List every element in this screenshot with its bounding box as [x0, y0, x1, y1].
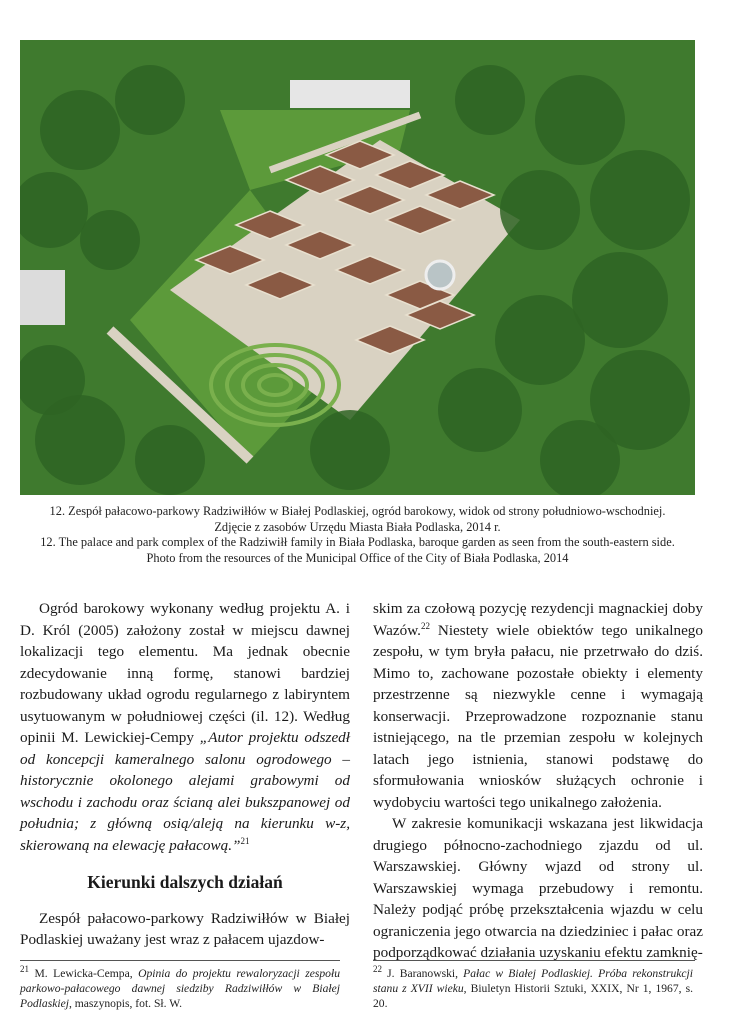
garden-aerial-photo [20, 40, 695, 495]
tree-crown [500, 170, 580, 250]
tree-crown [535, 75, 625, 165]
footnote-22-text-a: J. Baranowski, [382, 967, 464, 980]
tree-crown [455, 65, 525, 135]
footnote-21-text-a: M. Lewicka-Cempa, [29, 967, 139, 980]
footnote-22-title: Pałac w Białej Podlaskiej. Próba rekonstrukcji stanu z XVII wieku [373, 967, 693, 995]
figure-caption [20, 504, 695, 566]
tree-crown [590, 150, 690, 250]
fountain [426, 261, 454, 289]
right-column [373, 598, 703, 964]
footnote-22-number: 22 [373, 964, 382, 975]
right-paragraph-1-text-b: Niestety wiele obiektów tego unikalnego zespołu, w tym bryła pałacu, nie przetrwało do dziś. Mimo to, zachowane pozostałe obiekty i elementy przestrzenne są niezwykle cenne i wymagają konserwacji. Przeprowadzone rozpoznanie stanu istniejącego, na tle przemian zespołu w kolejnych latach jego istnienia, stanowi podstawę do sformułowania wniosków służących ochronie i wydobyciu wartości tego unikalnego założenia. [373, 621, 703, 811]
footnote-22-text-b: , Biuletyn Historii Sztuki, XXIX, Nr 1, 1967, s. 20. [373, 982, 693, 1010]
tree-crown [115, 65, 185, 135]
footnote-rule-left [20, 960, 340, 961]
left-paragraph-2: Zespół pałacowo-parkowy Radziwiłłów w Białej Podlaskiej uważany jest wraz z pałacem ujazdow- [20, 909, 350, 948]
footnote-22 [373, 966, 693, 1011]
footnote-ref-22[interactable]: 22 [420, 620, 430, 631]
tree-crown [572, 252, 668, 348]
garden-aerial-image [20, 40, 695, 495]
footnote-21-number: 21 [20, 964, 29, 975]
footnote-rule-right [373, 960, 695, 961]
footnote-21 [20, 966, 340, 1011]
right-paragraph-1 [373, 598, 703, 813]
tree-crown [135, 425, 205, 495]
building-west [20, 270, 65, 325]
right-paragraph-2: W zakresie komunikacji wskazana jest likwidacja drugiego północno-zachodniego zjazdu od ul. Warszawskiej. Główny wjazd od strony ul. Warszawskiej wymaga przebudowy i remontu. Należy podjąć próbę przekształcenia wjazdu w celu ograniczenia jego otwarcia na dziedziniec i pałac oraz podporządkować działania uzyskaniu efektu zamknię- [373, 815, 703, 961]
caption-en-line2: Photo from the resources of the Municipal Office of the City of Biała Podlaska, 2014 [146, 550, 569, 565]
footnote-ref-21[interactable]: 21 [240, 835, 250, 846]
caption-pl-line2: Zdjęcie z zasobów Urzędu Miasta Biała Podlaska, 2014 r. [214, 519, 501, 534]
tree-crown [438, 368, 522, 452]
caption-pl-line1: 12. Zespół pałacowo-parkowy Radziwiłłów w Białej Podlaskiej, ogród barokowy, widok od strony południowo-wschodniej. [49, 504, 666, 518]
tree-crown [495, 295, 585, 385]
left-paragraph-1 [20, 598, 350, 856]
left-column [20, 598, 350, 951]
footnote-21-title: Opinia do projektu rewaloryzacji zespołu parkowo-pałacowego dawnej siedziby Radziwiłłów w Białej Podlaskiej [20, 967, 340, 1010]
tree-crown [310, 410, 390, 490]
section-heading: Kierunki dalszych działań [87, 872, 283, 892]
building-north [290, 80, 410, 108]
footnote-21-text-b: , maszynopis, fot. Sł. W. [68, 997, 182, 1010]
tree-crown [80, 210, 140, 270]
right-paragraph-1-text-a: skim za czołową pozycję rezydencji magnackiej doby Wazów. [373, 600, 703, 639]
caption-en-line1: 12. The palace and park complex of the Radziwiłł family in Biała Podlaska, baroque garden as seen from the south-eastern side. [40, 535, 675, 550]
left-paragraph-1-text: Ogród barokowy wykonany według projektu A. i D. Król (2005) założony został w miejscu dawnej lokalizacji tego elementu. Ma jednak obecnie zdecydowanie inną formę, stanowi bardziej rozbudowany układ ogrodu regularnego z labiryntem usytuowanym w południowej części (il. 12). Według opinii M. Lewickiej-Cempy [20, 600, 350, 746]
quotation: „Autor projektu odszedł od koncepcji kameralnego salonu ogrodowego – historycznie okolonego alejami grabowymi od wschodu i zachodu oraz ścianą alei bukszpanowej od południa; z główną osią/aleją na kierunku w-z, skierowaną na elewację pałacową.” [20, 729, 350, 854]
tree-crown [40, 90, 120, 170]
